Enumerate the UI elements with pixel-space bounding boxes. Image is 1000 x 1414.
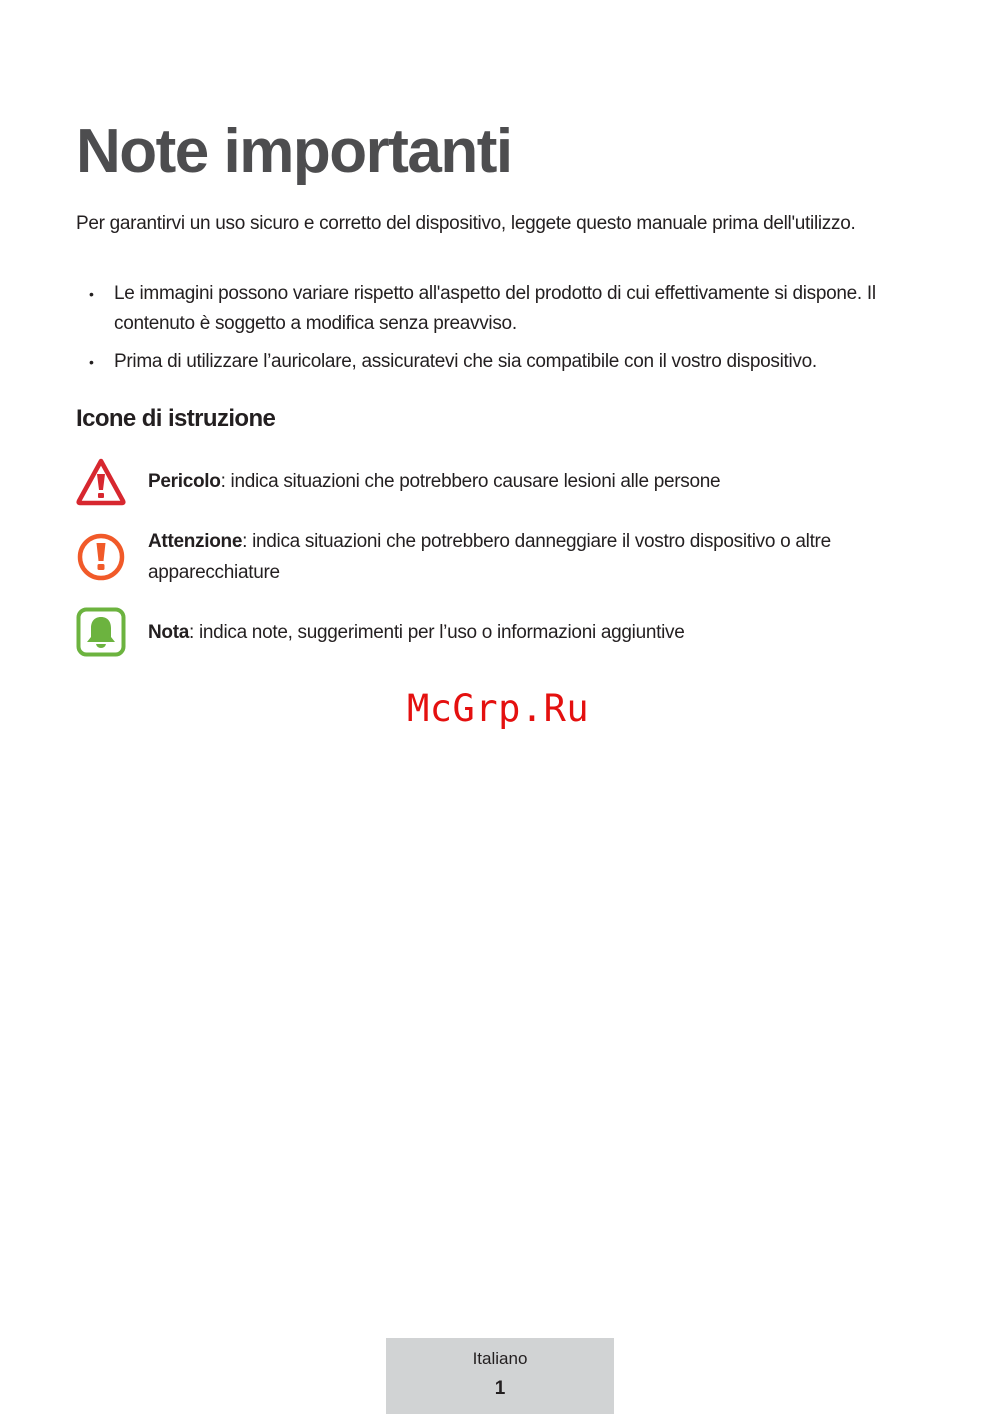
danger-text: : indica situazioni che potrebbero causare lesioni alle persone	[220, 471, 721, 492]
intro-paragraph: Per garantirvi un uso sicuro e corretto del dispositivo, leggete questo manuale prima dell'utilizzo.	[76, 213, 856, 234]
bullet-text: Prima di utilizzare l’auricolare, assicuratevi che sia compatibile con il vostro dispositivo.	[114, 351, 817, 372]
caution-description	[148, 526, 928, 588]
caution-row	[76, 530, 936, 590]
caution-circle-icon	[76, 532, 126, 582]
section-heading: Icone di istruzione	[76, 405, 276, 432]
danger-row	[76, 457, 936, 507]
footer-page-tab	[386, 1338, 614, 1414]
note-term: Nota	[148, 622, 190, 643]
list-item	[76, 347, 936, 377]
page-title: Note importanti	[76, 117, 512, 186]
danger-description	[148, 466, 928, 497]
caution-text: : indica situazioni che potrebbero danneggiare il vostro dispositivo o altre apparecchiature	[148, 531, 831, 583]
page-number: 1	[494, 1378, 506, 1399]
caution-term: Attenzione	[148, 531, 243, 552]
note-row	[76, 607, 936, 657]
danger-term: Pericolo	[148, 471, 221, 492]
warning-triangle-icon	[76, 457, 126, 507]
note-description	[148, 617, 928, 648]
footer-language: Italiano	[472, 1349, 528, 1368]
note-bell-icon	[76, 607, 126, 657]
note-text: : indica note, suggerimenti per l’uso o informazioni aggiuntive	[189, 622, 685, 643]
list-item	[76, 279, 936, 339]
bullet-dot: •	[89, 286, 94, 302]
bullet-dot: •	[89, 354, 94, 370]
watermark-logo: McGrp.Ru	[407, 687, 590, 730]
notes-bullet-list	[76, 279, 936, 385]
bullet-text: Le immagini possono variare rispetto all'aspetto del prodotto di cui effettivamente si dispone. Il contenuto è soggetto a modifica senza preavviso.	[114, 283, 876, 334]
